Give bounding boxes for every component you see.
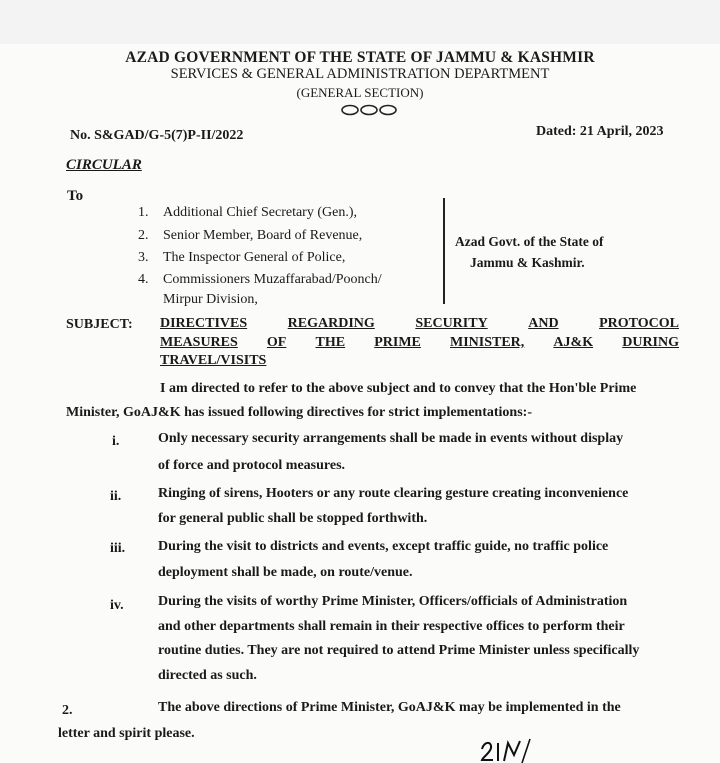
subject-word: SECURITY: [415, 316, 488, 331]
subject-word: DIRECTIVES: [160, 316, 248, 331]
top-bar: [0, 0, 720, 44]
directive-number: i.: [112, 434, 120, 449]
directive-text: of force and protocol measures.: [158, 458, 346, 473]
directive-text: routine duties. They are not required to attend Prime Minister unless specifically: [158, 643, 640, 658]
subject-line-2: [160, 335, 679, 351]
subject-word: PROTOCOL: [599, 316, 679, 331]
reference-number: No. S&GAD/G-5(7)P-II/2022: [70, 128, 244, 143]
recipient-item: Additional Chief Secretary (Gen.),: [163, 205, 357, 220]
document-type: CIRCULAR: [66, 157, 142, 173]
recipient-number: 4.: [138, 272, 149, 287]
paragraph-2-number: 2.: [62, 703, 73, 718]
directive-text: deployment shall be made, on route/venue.: [158, 565, 413, 580]
recipient-continuation: Mirpur Division,: [163, 292, 258, 307]
subject-word: AND: [528, 316, 559, 331]
directive-text: Ringing of sirens, Hooters or any route clearing gesture creating inconvenience: [158, 486, 629, 501]
subject-word: AJ&K: [553, 335, 594, 350]
to-label: To: [67, 188, 84, 204]
paragraph-2-line-1: The above directions of Prime Minister, GoAJ&K may be implemented in the: [158, 700, 621, 715]
subject-word: MINISTER,: [450, 335, 525, 350]
recipient-item: Commissioners Muzaffarabad/Poonch/: [163, 272, 382, 287]
header-government-title: AZAD GOVERNMENT OF THE STATE OF JAMMU & KASHMIR: [125, 49, 595, 66]
recipient-number: 2.: [138, 228, 149, 243]
directive-number: ii.: [110, 489, 122, 504]
paragraph-2-line-2: letter and spirit please.: [58, 726, 195, 741]
directive-text: directed as such.: [158, 668, 257, 683]
govt-block-line2: Jammu & Kashmir.: [470, 255, 585, 270]
subject-word: PRIME: [374, 335, 421, 350]
directive-text: During the visit to districts and events, except traffic guide, no traffic police: [158, 539, 609, 554]
header-department: SERVICES & GENERAL ADMINISTRATION DEPARTMENT: [170, 66, 550, 82]
vertical-divider: [443, 198, 445, 304]
subject-line-3: TRAVEL/VISITS: [160, 353, 267, 368]
subject-word: OF: [266, 335, 287, 350]
govt-block-line1: Azad Govt. of the State of: [455, 234, 604, 249]
signature-mark: [478, 737, 548, 763]
recipient-item: The Inspector General of Police,: [163, 250, 346, 265]
directive-number: iii.: [110, 541, 126, 556]
intro-line-1: I am directed to refer to the above subject and to convey that the Hon'ble Prime: [160, 381, 637, 396]
directive-text: During the visits of worthy Prime Minister, Officers/officials of Administration: [158, 594, 628, 609]
subject-word: REGARDING: [287, 316, 375, 331]
header-section: (GENERAL SECTION): [296, 85, 424, 100]
subject-word: DURING: [622, 335, 679, 350]
directive-text: for general public shall be stopped forthwith.: [158, 511, 428, 526]
intro-line-2: Minister, GoAJ&K has issued following directives for strict implementations:-: [66, 405, 532, 420]
subject-word: MEASURES: [160, 335, 238, 350]
directive-text: Only necessary security arrangements shall be made in events without display: [158, 431, 624, 446]
recipient-number: 1.: [138, 205, 149, 220]
directive-number: iv.: [110, 598, 124, 613]
recipient-number: 3.: [138, 250, 149, 265]
subject-word: THE: [315, 335, 346, 350]
subject-label: SUBJECT:: [66, 317, 133, 332]
directive-text: and other departments shall remain in their respective offices to perform their: [158, 619, 625, 634]
subject-line-1: [160, 316, 679, 332]
date: Dated: 21 April, 2023: [536, 124, 664, 139]
recipient-item: Senior Member, Board of Revenue,: [163, 228, 363, 243]
ornament-divider: [338, 103, 400, 117]
